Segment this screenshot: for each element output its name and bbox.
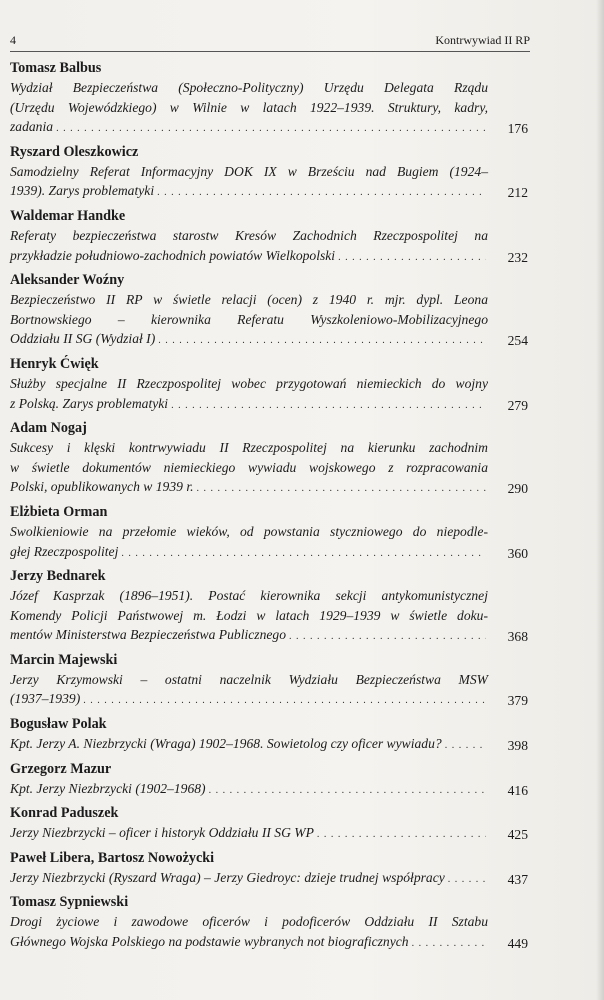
entry-title-line: Sukcesy i klęski kontrwywiadu II Rzeczpospolitej na kierunku zachodnim [10,440,488,456]
entry-title-text: Oddziału II SG (Wydział I) [10,331,156,347]
entry-author: Elżbieta Orman [10,503,108,520]
dot-leader [121,544,486,564]
entry-author: Marcin Majewski [10,651,118,668]
entry-title-text: przykładzie południowo-zachodnich powiatów Wielkopolski [10,247,336,263]
entry-title-line: w świetle dokumentów niemieckiego wywiadu wojskowego z rozpracowania [10,459,488,475]
entry-title [10,162,530,203]
entry-author: Tomasz Balbus [10,60,102,76]
toc-entry [10,419,530,499]
entry-page-number: 176 [507,121,528,137]
entry-title-last-line [10,329,488,351]
entry-title [10,912,530,953]
entry-title-last-line [10,394,488,416]
dot-leader [197,479,486,499]
dot-leader [209,781,486,801]
entry-page-number: 416 [507,782,528,798]
entry-title-line: Swolkieniowie na przełomie wieków, od powstania styczniowego do niepodle- [10,523,488,539]
entry-title-last-line [10,477,488,499]
toc-entry [10,59,530,139]
entry-title-text: Głównego Wojska Polskiego na podstawie wybranych not biograficznych [10,934,409,950]
entry-title-text: zadania [10,119,54,135]
toc-entry [10,207,530,267]
toc-entry [10,503,530,563]
entry-title-last-line [10,779,488,801]
entry-page-number: 425 [507,827,528,843]
entry-author: Grzegorz Mazur [10,760,112,777]
entry-title [10,734,530,756]
entry-title-text: głej Rzeczpospolitej [10,543,119,559]
entry-title [10,78,530,139]
entry-page-number: 379 [507,693,528,709]
page-number: 4 [10,33,16,47]
dot-leader [448,870,486,890]
entry-title [10,438,530,499]
entry-title-last-line [10,734,488,756]
page-edge-shadow [596,0,604,1000]
entry-title-line: Jerzy Krzymowski – ostatni naczelnik Wydziału Bezpieczeństwa MSW [10,671,488,687]
entry-title-last-line [10,823,488,845]
entry-page-number: 368 [507,629,528,645]
entry-title [10,868,530,890]
dot-leader [158,331,486,351]
entry-page-number: 290 [507,481,528,497]
dot-leader [445,736,486,756]
dot-leader [289,627,486,647]
entry-author: Henryk Ćwięk [10,355,99,372]
toc-entry [10,849,530,890]
entry-title-last-line [10,246,488,268]
toc-entry [10,760,530,801]
entry-page-number: 232 [507,249,528,265]
entry-title-line: Wydział Bezpieczeństwa (Społeczno-Polityczny) Urzędu Delegata Rządu [10,80,488,95]
entry-title-line: Referaty bezpieczeństwa starostw Kresów Zachodnich Rzeczpospolitej na [10,227,488,243]
entry-title [10,374,530,415]
entry-title-last-line [10,181,488,203]
entry-title-line: Bortnowskiego – kierownika Referatu Wyszkoleniowo-Mobilizacyjnego [10,311,488,327]
entry-title-text: Jerzy Niezbrzycki (Ryszard Wraga) – Jerzy Giedroyc: dzieje trudnej współpracy [10,869,445,885]
entry-author: Waldemar Handke [10,207,126,224]
entry-title-line: Bezpieczeństwo II RP w świetle relacji (ocen) z 1940 r. mjr. dypl. Leona [10,292,488,308]
entry-author: Paweł Libera, Bartosz Nowożycki [10,849,215,866]
dot-leader [171,396,486,416]
toc-entry [10,355,530,415]
entry-title [10,670,530,711]
entry-author: Jerzy Bednarek [10,568,106,585]
entry-title-text: mentów Ministerstwa Bezpieczeństwa Publicznego [10,627,286,643]
entry-title [10,823,530,845]
page-header [10,33,530,52]
entry-page-number: 279 [507,397,528,413]
toc-entry [10,804,530,845]
entry-title-line: Służby specjalne II Rzeczpospolitej wobec przygotowań niemieckich do wojny [10,375,488,391]
entry-author: Konrad Paduszek [10,805,119,822]
toc-entry [10,143,530,203]
toc-entry [10,715,530,756]
entry-page-number: 212 [507,185,528,201]
entry-page-number: 449 [507,936,528,952]
entry-title [10,779,530,801]
entry-title-last-line [10,625,488,647]
entry-title-text: Kpt. Jerzy Niezbrzycki (1902–1968) [10,780,206,796]
entry-title-text: z Polską. Zarys problematyki [10,395,169,411]
entry-title-line: Józef Kasprzak (1896–1951). Postać kierownika sekcji antykomunistycznej [10,588,488,604]
toc-entry [10,271,530,351]
entry-title [10,522,530,563]
entry-title-text: Kpt. Jerzy A. Niezbrzycki (Wraga) 1902–1968. Sowietolog czy oficer wywiadu? [10,736,442,752]
dot-leader [83,691,486,711]
entry-page-number: 360 [507,545,528,561]
entry-title-line: Komendy Policji Państwowej m. Łodzi w latach 1929–1939 w świetle doku- [10,607,488,623]
entry-title-line: Drogi życiowe i zawodowe oficerów i podoficerów Oddziału II Sztabu [10,914,488,930]
dot-leader [412,934,486,954]
entry-title [10,586,530,647]
entry-author: Bogusław Polak [10,716,107,733]
entry-title-text: 1939). Zarys problematyki [10,183,155,199]
entry-title [10,290,530,351]
entry-page-number: 398 [507,738,528,754]
entry-title-text: (1937–1939) [10,691,81,707]
dot-leader [338,248,486,268]
entry-author: Aleksander Woźny [10,272,125,289]
entry-author: Adam Nogaj [10,420,87,437]
entry-author: Ryszard Oleszkowicz [10,143,139,160]
entry-page-number: 437 [507,871,528,887]
entry-title-last-line [10,117,488,139]
dot-leader [56,119,486,139]
toc-entry [10,651,530,711]
toc-entry [10,567,530,647]
entry-title-last-line [10,689,488,711]
entry-author: Tomasz Sypniewski [10,894,129,911]
entry-title-last-line [10,932,488,954]
dot-leader [317,825,486,845]
entry-page-number: 254 [507,333,528,349]
entry-title-line: Samodzielny Referat Informacyjny DOK IX w Brześciu nad Bugiem (1924– [10,163,488,179]
dot-leader [157,183,486,203]
entry-title-last-line [10,542,488,564]
entry-title-last-line [10,868,488,890]
entry-title-line: (Urzędu Wojewódzkiego) w Wilnie w latach 1922–1939. Struktury, kadry, [10,99,488,115]
entry-title [10,226,530,267]
toc-entry [10,893,530,953]
table-of-contents [10,58,530,958]
running-title: Kontrwywiad II RP [435,33,530,47]
entry-title-text: Jerzy Niezbrzycki – oficer i historyk Oddziału II SG WP [10,825,314,841]
entry-title-text: Polski, opublikowanych w 1939 r. [10,479,194,495]
